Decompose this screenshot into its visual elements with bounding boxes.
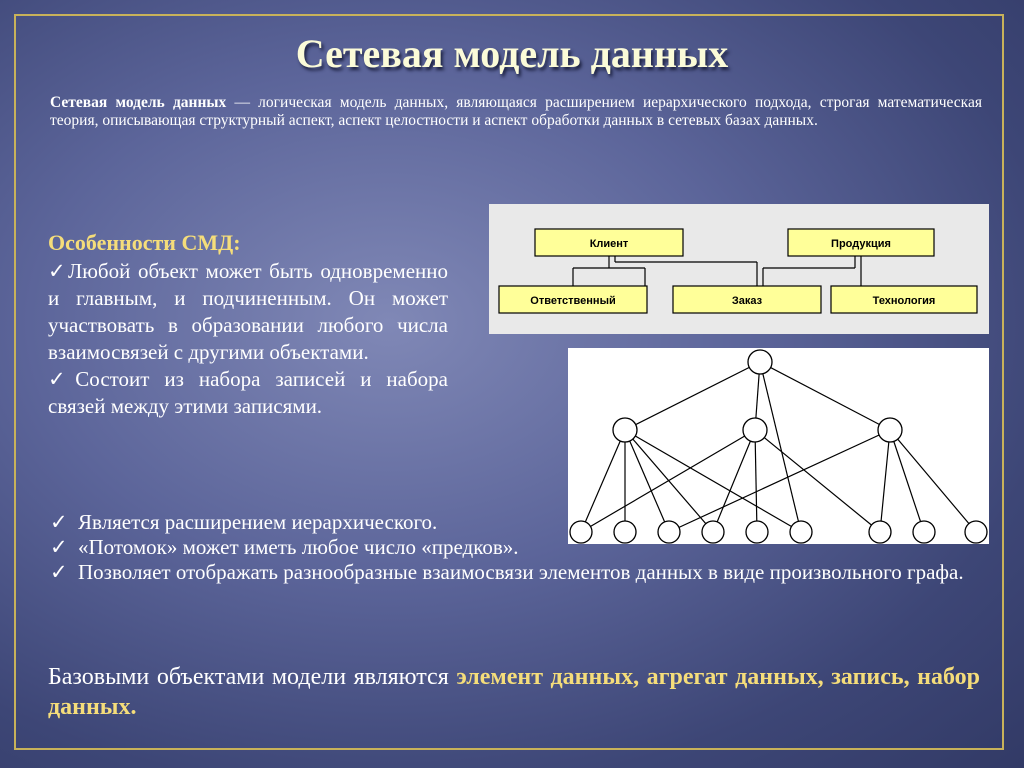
slide-title: Сетевая модель данных [295,31,729,76]
base-objects-highlight: элемент данных, агрегат данных, запись, набор данных. [48,664,980,720]
base-objects-paragraph [48,662,980,722]
bullet-list [48,510,978,585]
graph-node [743,418,767,442]
er-box-responsible-label: Ответственный [530,295,616,307]
er-diagram-background [489,204,989,334]
bullet-item [48,510,978,535]
er-box-technology-label: Технология [872,295,936,307]
bullet-item [48,560,978,585]
feature-item: ✓Любой объект может быть одновременно и главным, и подчиненным. Он может участвовать в образовании любого числа взаимосвязей с другими объектами. [48,259,448,364]
definition-text: — логическая модель данных, являющаяся расширением иерархического подхода, строгая математическая теория, описывающая структурный аспект, аспект целостности и аспект обработки данных в сетевых базах данных. [50,94,982,129]
definition-paragraph [50,94,982,130]
er-box-product-label: Продукция [831,238,891,250]
checkmark-icon: ✓ [50,560,68,584]
bullet-text: Позволяет отображать разнообразные взаимосвязи элементов данных в виде произвольного графа. [78,560,964,584]
bullet-item [48,535,978,560]
feature-list [48,258,448,420]
graph-node [878,418,902,442]
er-box-order-label: Заказ [731,295,763,307]
base-objects-lead: Базовыми объектами модели являются [48,664,457,690]
graph-node [613,418,637,442]
checkmark-icon: ✓ [50,510,68,534]
feature-item: ✓Состоит из набора записей и набора связей между этими записями. [48,367,448,418]
er-box-client-label: Клиент [589,238,629,250]
bullet-text: «Потомок» может иметь любое число «предков». [78,535,519,559]
er-diagram [489,204,989,334]
features-heading: Особенности СМД: [48,230,241,255]
bullet-text: Является расширением иерархического. [78,510,438,534]
definition-term: Сетевая модель данных [50,94,227,111]
graph-node [748,350,772,374]
checkmark-icon: ✓ [50,535,68,559]
